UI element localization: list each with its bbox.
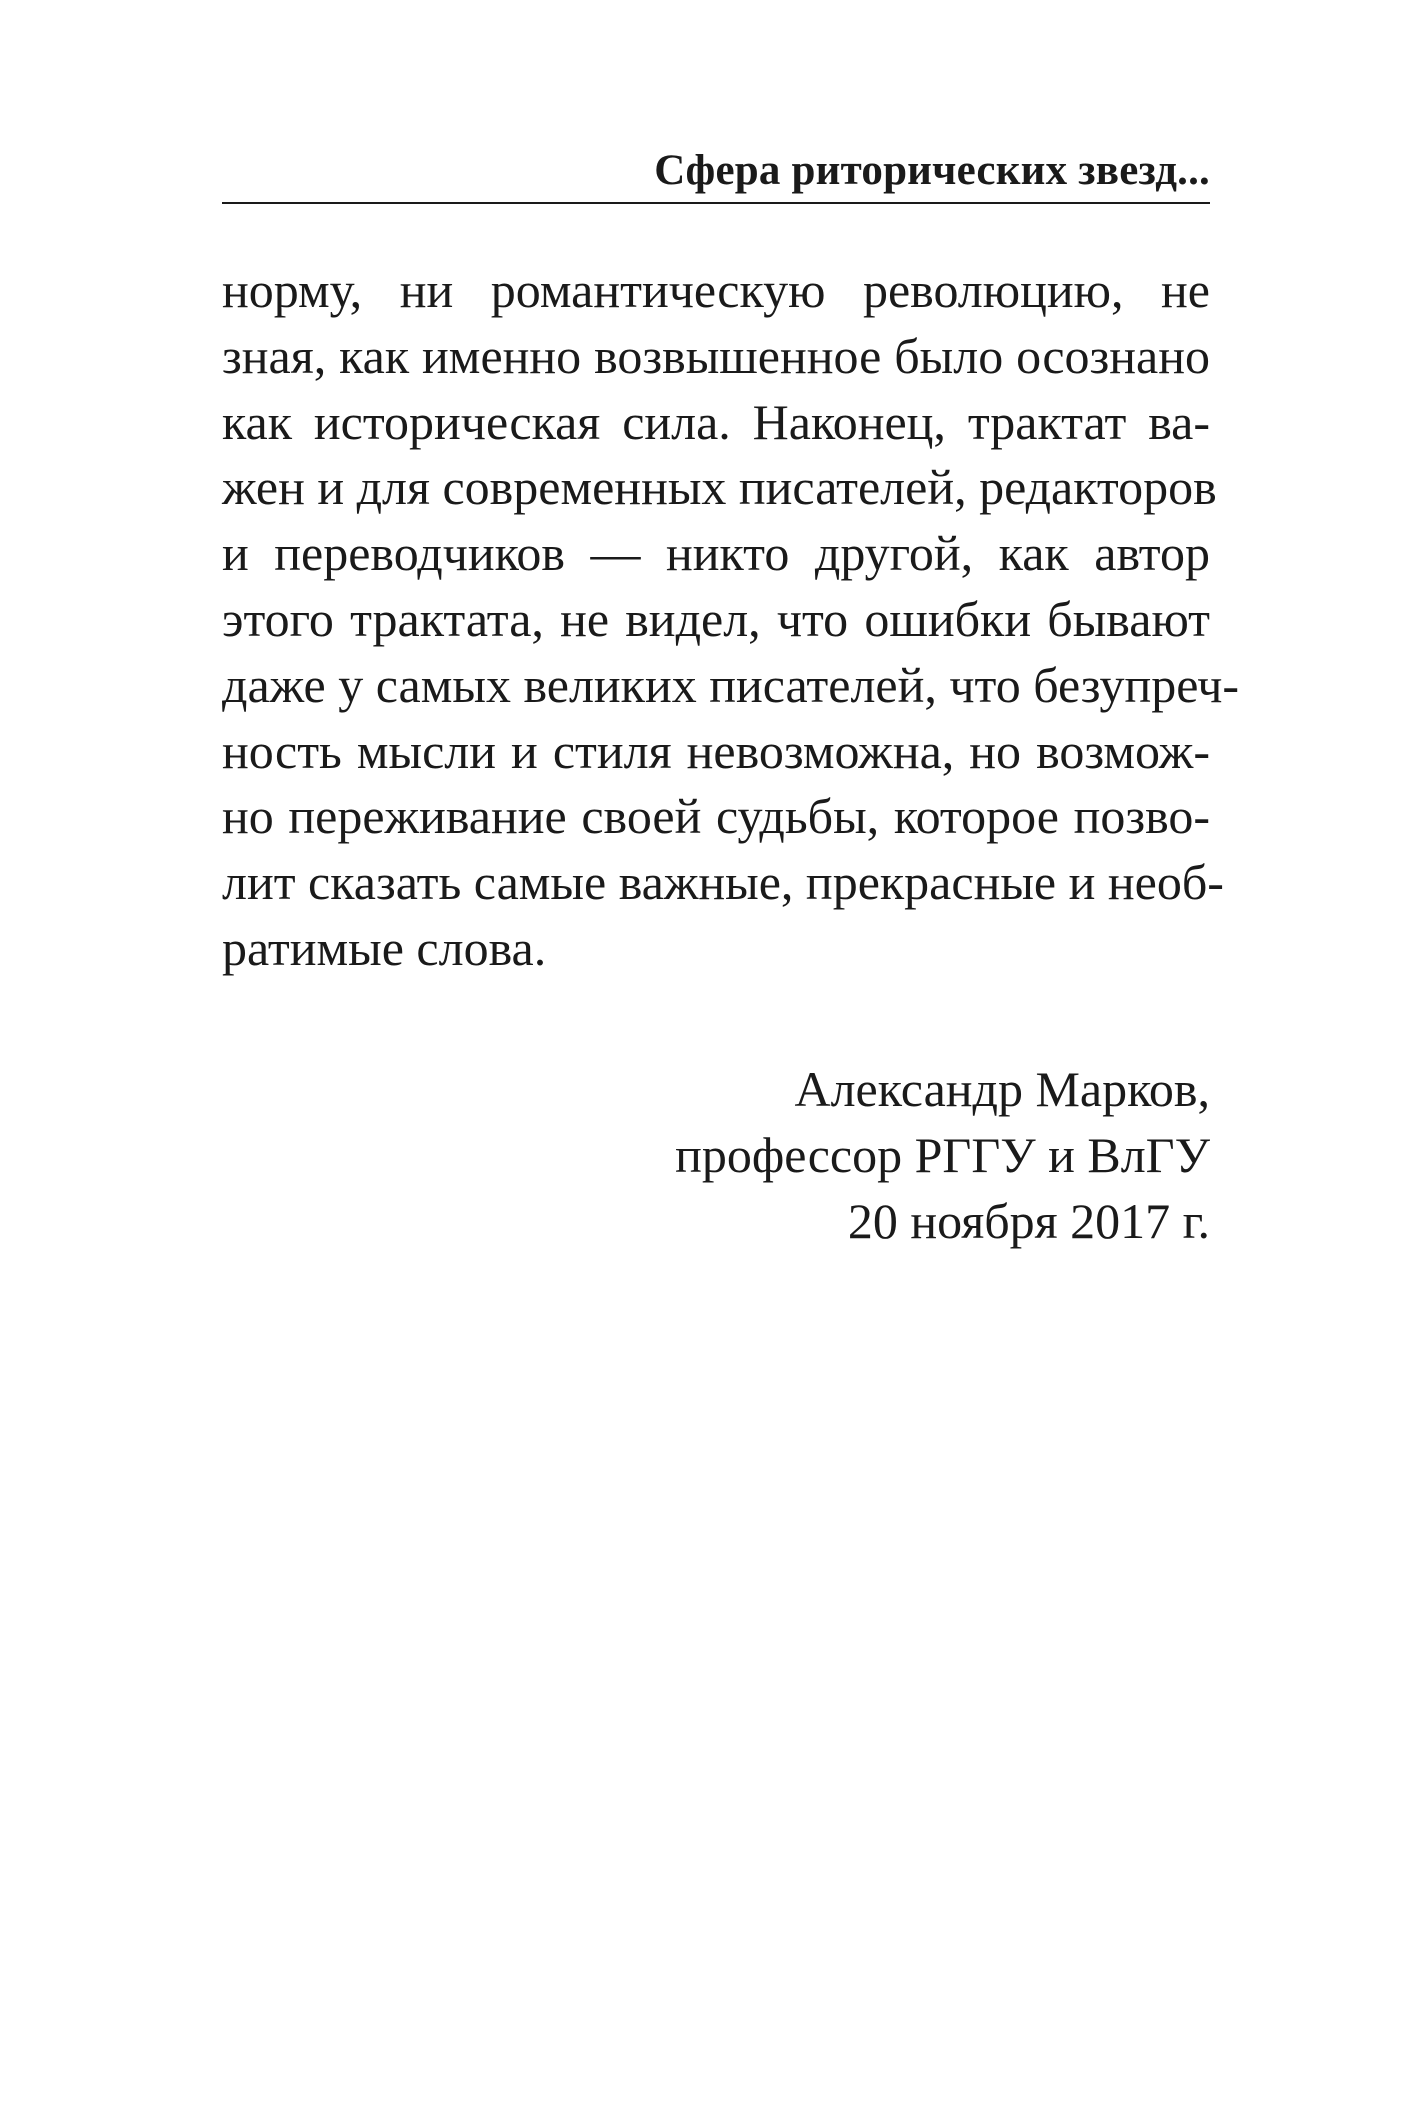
body-line: но переживание своей судьбы, которое позво- <box>222 788 1210 845</box>
body-line: и переводчиков — никто другой, как автор <box>222 525 1210 582</box>
running-head-title: Сфера риторических звезд... <box>654 147 1210 194</box>
body-line: жен и для современных писателей, редакторов <box>222 459 1217 516</box>
body-line: зная, как именно возвышенное было осознано <box>222 327 1210 384</box>
body-line: норму, ни романтическую революцию, не <box>222 262 1210 318</box>
body-line: как историческая сила. Наконец, трактат ва- <box>222 393 1210 450</box>
signature-block <box>222 1057 1210 1254</box>
body-line: этого трактата, не видел, что ошибки бывают <box>222 590 1210 647</box>
body-line: ность мысли и стиля невозможна, но возмож- <box>222 722 1210 779</box>
signature-author: Александр Марков, <box>794 1061 1210 1117</box>
body-line: даже у самых великих писателей, что безупреч- <box>222 656 1239 713</box>
body-line: ратимые слова. <box>222 919 547 976</box>
body-line: лит сказать самые важные, прекрасные и необ- <box>222 854 1224 911</box>
signature-position: профессор РГГУ и ВлГУ <box>675 1126 1210 1183</box>
body-paragraph <box>222 258 1239 982</box>
running-head <box>222 140 1210 204</box>
signature-date: 20 ноября 2017 г. <box>847 1192 1210 1249</box>
